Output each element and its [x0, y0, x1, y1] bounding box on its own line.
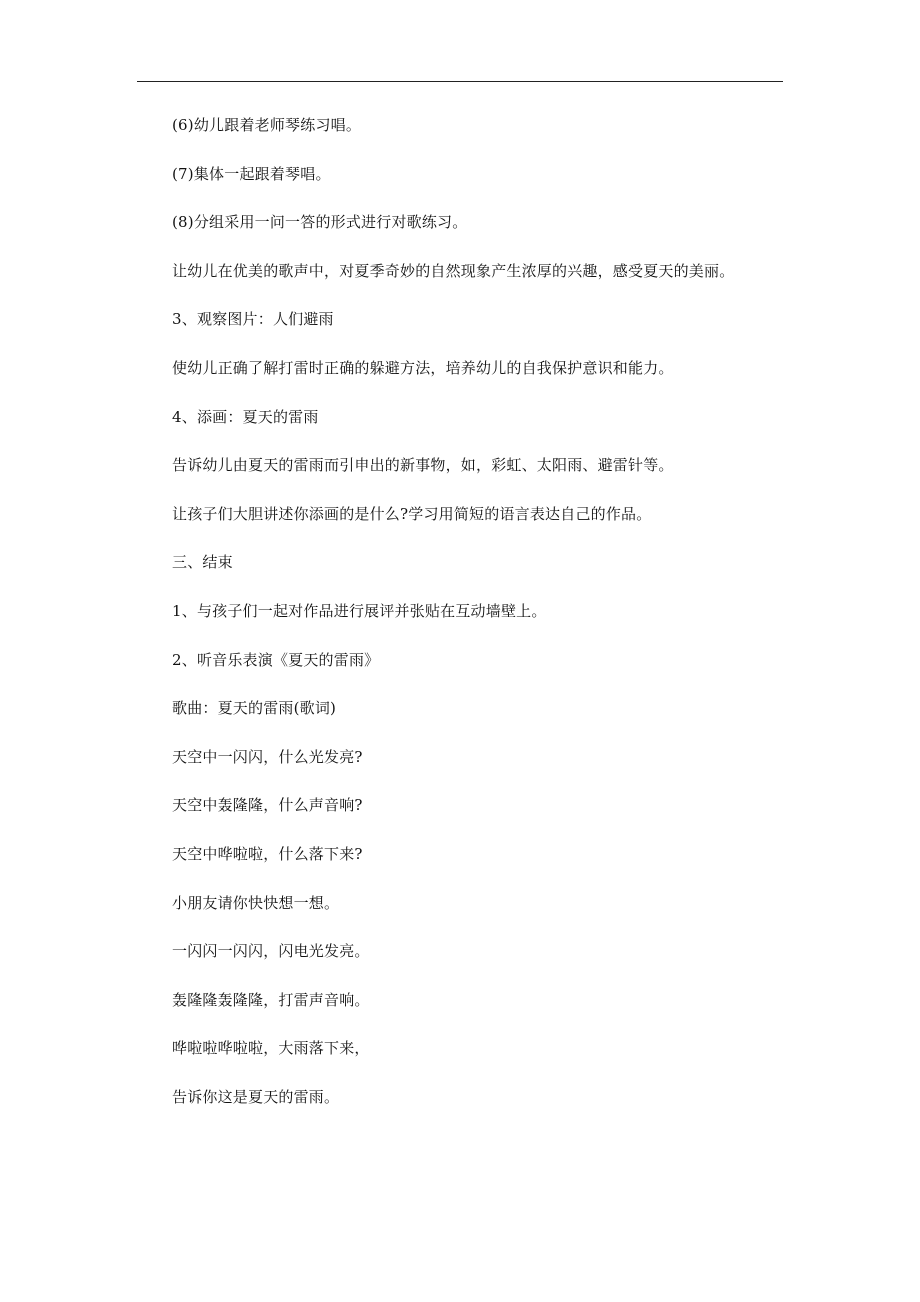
document-body	[172, 112, 792, 1132]
section-4-paragraph-1: 告诉幼儿由夏天的雷雨而引申出的新事物，如，彩虹、太阳雨、避雷针等。	[172, 456, 674, 475]
lyric-line: 哗啦啦哗啦啦，大雨落下来，	[172, 1039, 370, 1058]
header-rule	[137, 81, 783, 82]
step-6-text: (6)幼儿跟着老师琴练习唱。	[172, 116, 362, 134]
section-4-paragraph-2: 让孩子们大胆讲述你添画的是什么?学习用简短的语言表达自己的作品。	[172, 504, 652, 523]
step-7-text: (7)集体一起跟着琴唱。	[172, 164, 331, 183]
lyric-line: 轰隆隆轰隆隆，打雷声音响。	[172, 990, 370, 1009]
ending-heading: 三、结束	[172, 553, 233, 572]
lyric-line: 天空中一闪闪，什么光发亮?	[172, 747, 363, 766]
lyric-line: 天空中轰隆隆，什么声音响?	[172, 796, 363, 815]
lyric-line: 告诉你这是夏天的雷雨。	[172, 1087, 340, 1106]
ending-item-1: 1、与孩子们一起对作品进行展评并张贴在互动墙壁上。	[172, 601, 547, 620]
song-title: 歌曲：夏天的雷雨(歌词)	[172, 699, 337, 718]
section-3-heading: 3、观察图片：人们避雨	[172, 310, 334, 329]
lyric-line: 天空中哗啦啦，什么落下来?	[172, 844, 363, 863]
section-4-heading: 4、添画：夏天的雷雨	[172, 407, 319, 426]
goal-paragraph: 让幼儿在优美的歌声中，对夏季奇妙的自然现象产生浓厚的兴趣，感受夏天的美丽。	[172, 261, 735, 280]
step-8-text: (8)分组采用一问一答的形式进行对歌练习。	[172, 213, 468, 232]
section-3-paragraph: 使幼儿正确了解打雷时正确的躲避方法，培养幼儿的自我保护意识和能力。	[172, 358, 674, 377]
lyric-line: 一闪闪一闪闪，闪电光发亮。	[172, 942, 370, 961]
ending-item-2: 2、听音乐表演《夏天的雷雨》	[172, 650, 380, 669]
lyric-line: 小朋友请你快快想一想。	[172, 893, 340, 912]
